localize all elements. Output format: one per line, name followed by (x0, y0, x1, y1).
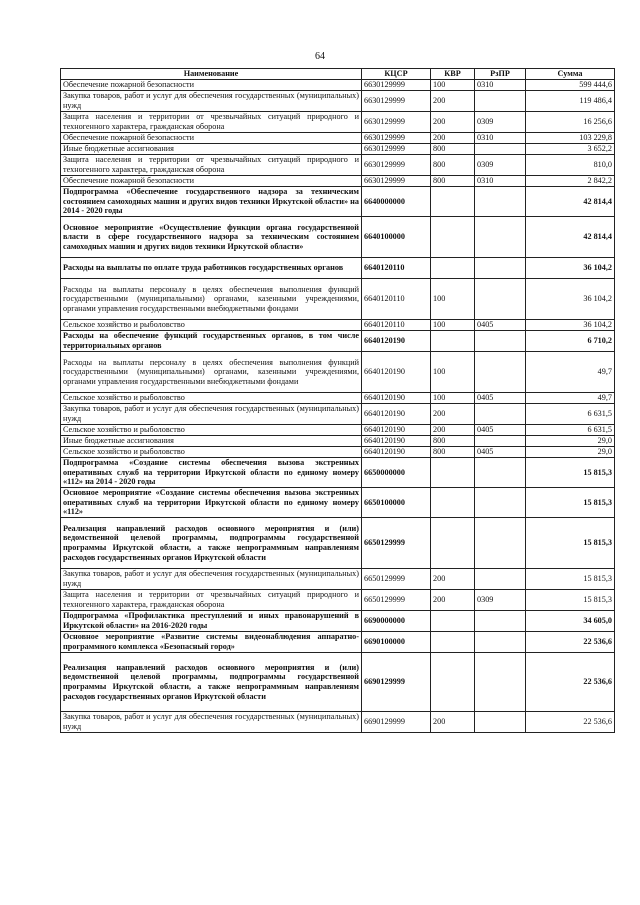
cell-kvr: 200 (431, 425, 475, 436)
cell-kvr (431, 488, 475, 518)
cell-kvr: 800 (431, 155, 475, 176)
cell-rzpr (475, 712, 526, 733)
table-row (61, 155, 615, 176)
cell-kcsr: 6650129999 (362, 518, 431, 569)
cell-kvr: 800 (431, 447, 475, 458)
cell-rzpr (475, 436, 526, 447)
cell-kvr (431, 518, 475, 569)
cell-sum: 15 815,3 (526, 569, 615, 590)
cell-kvr: 100 (431, 352, 475, 393)
cell-name: Основное мероприятие «Развитие системы видеонаблюдения аппаратно-программного комплекса «Безопасный город» (61, 632, 362, 653)
cell-sum: 29,0 (526, 436, 615, 447)
cell-name: Иные бюджетные ассигнования (61, 144, 362, 155)
cell-name: Расходы на выплаты персоналу в целях обеспечения выполнения функций государственными (муниципальными) органами, казенными учреждениями, органами управления государственными внебюджетными фондами (61, 279, 362, 320)
page-number: 64 (315, 51, 325, 62)
table-row (61, 590, 615, 611)
cell-rzpr: 0405 (475, 425, 526, 436)
cell-sum: 15 815,3 (526, 458, 615, 488)
cell-name: Обеспечение пожарной безопасности (61, 80, 362, 91)
cell-kcsr: 6690000000 (362, 611, 431, 632)
table-row (61, 144, 615, 155)
cell-kvr (431, 611, 475, 632)
cell-sum: 22 536,6 (526, 653, 615, 712)
cell-kcsr: 6630129999 (362, 91, 431, 112)
cell-sum: 6 631,5 (526, 404, 615, 425)
table-row (61, 217, 615, 258)
cell-sum: 49,7 (526, 393, 615, 404)
cell-rzpr: 0310 (475, 176, 526, 187)
cell-kvr: 100 (431, 80, 475, 91)
cell-kcsr: 6630129999 (362, 155, 431, 176)
cell-kvr: 200 (431, 133, 475, 144)
cell-sum: 15 815,3 (526, 518, 615, 569)
table-body (61, 80, 615, 733)
cell-name: Подпрограмма «Создание системы обеспечения вызова экстренных оперативных служб на территории Иркутской области по единому номеру «112» на 2014 - 2020 годы (61, 458, 362, 488)
cell-rzpr (475, 404, 526, 425)
cell-rzpr (475, 144, 526, 155)
table-header-row (61, 69, 615, 80)
table-row (61, 425, 615, 436)
cell-sum: 599 444,6 (526, 80, 615, 91)
cell-rzpr: 0405 (475, 393, 526, 404)
cell-kvr: 200 (431, 404, 475, 425)
cell-sum: 34 605,0 (526, 611, 615, 632)
cell-kcsr: 6630129999 (362, 133, 431, 144)
cell-kvr: 200 (431, 569, 475, 590)
cell-sum: 119 486,4 (526, 91, 615, 112)
cell-kvr: 800 (431, 436, 475, 447)
cell-name: Защита населения и территории от чрезвычайных ситуаций природного и техногенного характера, гражданская оборона (61, 155, 362, 176)
cell-name: Расходы на выплаты по оплате труда работников государственных органов (61, 258, 362, 279)
cell-kcsr: 6690129999 (362, 712, 431, 733)
cell-kcsr: 6640120110 (362, 258, 431, 279)
cell-name: Обеспечение пожарной безопасности (61, 176, 362, 187)
column-header-rzpr: РзПР (475, 69, 526, 80)
cell-rzpr (475, 352, 526, 393)
cell-sum: 29,0 (526, 447, 615, 458)
cell-name: Закупка товаров, работ и услуг для обеспечения государственных (муниципальных) нужд (61, 91, 362, 112)
budget-table (60, 68, 615, 733)
cell-rzpr (475, 91, 526, 112)
cell-rzpr (475, 488, 526, 518)
cell-sum: 36 104,2 (526, 279, 615, 320)
cell-rzpr: 0310 (475, 80, 526, 91)
table-row (61, 112, 615, 133)
cell-kcsr: 6640120190 (362, 331, 431, 352)
cell-sum: 15 815,3 (526, 488, 615, 518)
table-row (61, 352, 615, 393)
cell-rzpr (475, 279, 526, 320)
cell-kvr (431, 653, 475, 712)
cell-rzpr: 0405 (475, 447, 526, 458)
cell-kvr (431, 632, 475, 653)
table-row (61, 488, 615, 518)
cell-kcsr: 6640120190 (362, 404, 431, 425)
table-row (61, 320, 615, 331)
cell-kcsr: 6690129999 (362, 653, 431, 712)
cell-name: Закупка товаров, работ и услуг для обеспечения государственных (муниципальных) нужд (61, 569, 362, 590)
table-row (61, 611, 615, 632)
cell-kcsr: 6630129999 (362, 144, 431, 155)
table-row (61, 458, 615, 488)
table-row (61, 518, 615, 569)
cell-kvr: 100 (431, 320, 475, 331)
cell-name: Защита населения и территории от чрезвычайных ситуаций природного и техногенного характера, гражданская оборона (61, 112, 362, 133)
cell-name: Подпрограмма «Обеспечение государственного надзора за техническим состоянием самоходных машин и других видов техники Иркутской области» на 2014 - 2020 годы (61, 187, 362, 217)
cell-kvr (431, 258, 475, 279)
table-row (61, 279, 615, 320)
table-row (61, 404, 615, 425)
cell-sum: 103 229,8 (526, 133, 615, 144)
cell-rzpr: 0309 (475, 155, 526, 176)
cell-name: Сельское хозяйство и рыболовство (61, 320, 362, 331)
table-row (61, 653, 615, 712)
cell-sum: 36 104,2 (526, 320, 615, 331)
cell-kvr (431, 458, 475, 488)
cell-name: Расходы на обеспечение функций государственных органов, в том числе территориальных органов (61, 331, 362, 352)
cell-name: Иные бюджетные ассигнования (61, 436, 362, 447)
cell-name: Основное мероприятие «Создание системы обеспечения вызова экстренных оперативных служб на территории Иркутской области по единому номеру «112» (61, 488, 362, 518)
cell-sum: 36 104,2 (526, 258, 615, 279)
cell-kcsr: 6640120190 (362, 393, 431, 404)
cell-sum: 22 536,6 (526, 632, 615, 653)
cell-rzpr (475, 569, 526, 590)
table-row (61, 712, 615, 733)
cell-name: Защита населения и территории от чрезвычайных ситуаций природного и техногенного характера, гражданская оборона (61, 590, 362, 611)
table-row (61, 133, 615, 144)
cell-kcsr: 6640120110 (362, 320, 431, 331)
cell-rzpr (475, 632, 526, 653)
cell-kvr: 200 (431, 91, 475, 112)
table-row (61, 187, 615, 217)
cell-rzpr: 0310 (475, 133, 526, 144)
cell-kcsr: 6640100000 (362, 217, 431, 258)
cell-sum: 42 814,4 (526, 187, 615, 217)
table-row (61, 91, 615, 112)
cell-kcsr: 6640000000 (362, 187, 431, 217)
cell-sum: 16 256,6 (526, 112, 615, 133)
cell-kcsr: 6640120190 (362, 436, 431, 447)
cell-kvr: 100 (431, 393, 475, 404)
cell-sum: 6 631,5 (526, 425, 615, 436)
table-row (61, 632, 615, 653)
column-header-name: Наименование (61, 69, 362, 80)
cell-sum: 6 710,2 (526, 331, 615, 352)
cell-rzpr (475, 187, 526, 217)
cell-name: Закупка товаров, работ и услуг для обеспечения государственных (муниципальных) нужд (61, 404, 362, 425)
table-row (61, 447, 615, 458)
cell-kvr: 800 (431, 144, 475, 155)
cell-kvr: 200 (431, 712, 475, 733)
cell-rzpr (475, 653, 526, 712)
column-header-kvr: КВР (431, 69, 475, 80)
cell-kvr (431, 217, 475, 258)
cell-rzpr (475, 611, 526, 632)
cell-sum: 22 536,6 (526, 712, 615, 733)
cell-kvr: 800 (431, 176, 475, 187)
cell-rzpr (475, 331, 526, 352)
cell-name: Реализация направлений расходов основного мероприятия и (или) ведомственной целевой программы, подпрограммы государственной программы Иркутской области, а также непрограммным направлениям расходов государственных органов Иркутской области (61, 653, 362, 712)
column-header-sum: Сумма (526, 69, 615, 80)
cell-sum: 810,0 (526, 155, 615, 176)
cell-rzpr: 0405 (475, 320, 526, 331)
cell-kcsr: 6640120190 (362, 447, 431, 458)
cell-sum: 15 815,3 (526, 590, 615, 611)
cell-name: Обеспечение пожарной безопасности (61, 133, 362, 144)
cell-kcsr: 6640120190 (362, 425, 431, 436)
table-row (61, 436, 615, 447)
table-row (61, 393, 615, 404)
cell-kcsr: 6640120110 (362, 279, 431, 320)
cell-name: Расходы на выплаты персоналу в целях обеспечения выполнения функций государственными (муниципальными) органами, казенными учреждениями, органами управления государственными внебюджетными фондами (61, 352, 362, 393)
table-row (61, 176, 615, 187)
column-header-kcsr: КЦСР (362, 69, 431, 80)
cell-rzpr (475, 458, 526, 488)
cell-kcsr: 6630129999 (362, 112, 431, 133)
cell-sum: 49,7 (526, 352, 615, 393)
table-row (61, 331, 615, 352)
cell-sum: 3 652,2 (526, 144, 615, 155)
cell-name: Реализация направлений расходов основного мероприятия и (или) ведомственной целевой программы, подпрограммы государственной программы Иркутской области, а также непрограммным направлениям расходов государственных органов Иркутской области (61, 518, 362, 569)
cell-kcsr: 6650000000 (362, 458, 431, 488)
table-row (61, 80, 615, 91)
cell-sum: 42 814,4 (526, 217, 615, 258)
cell-name: Сельское хозяйство и рыболовство (61, 425, 362, 436)
cell-name: Сельское хозяйство и рыболовство (61, 393, 362, 404)
cell-rzpr (475, 518, 526, 569)
cell-rzpr: 0309 (475, 112, 526, 133)
cell-kvr: 200 (431, 112, 475, 133)
table-row (61, 258, 615, 279)
cell-kvr (431, 331, 475, 352)
cell-rzpr (475, 217, 526, 258)
cell-name: Подпрограмма «Профилактика преступлений и иных правонарушений в Иркутской области» на 2016-2020 годы (61, 611, 362, 632)
cell-sum: 2 842,2 (526, 176, 615, 187)
cell-kcsr: 6650129999 (362, 590, 431, 611)
cell-kvr: 200 (431, 590, 475, 611)
table-row (61, 569, 615, 590)
cell-rzpr (475, 258, 526, 279)
cell-name: Сельское хозяйство и рыболовство (61, 447, 362, 458)
cell-name: Основное мероприятие «Осуществление функции органа государственной власти в сфере государственного надзора за техническим состоянием самоходных машин и других видов техники Иркутской области» (61, 217, 362, 258)
cell-name: Закупка товаров, работ и услуг для обеспечения государственных (муниципальных) нужд (61, 712, 362, 733)
cell-rzpr: 0309 (475, 590, 526, 611)
cell-kcsr: 6690100000 (362, 632, 431, 653)
cell-kcsr: 6630129999 (362, 80, 431, 91)
cell-kcsr: 6630129999 (362, 176, 431, 187)
cell-kvr (431, 187, 475, 217)
cell-kvr: 100 (431, 279, 475, 320)
cell-kcsr: 6650129999 (362, 569, 431, 590)
cell-kcsr: 6650100000 (362, 488, 431, 518)
cell-kcsr: 6640120190 (362, 352, 431, 393)
